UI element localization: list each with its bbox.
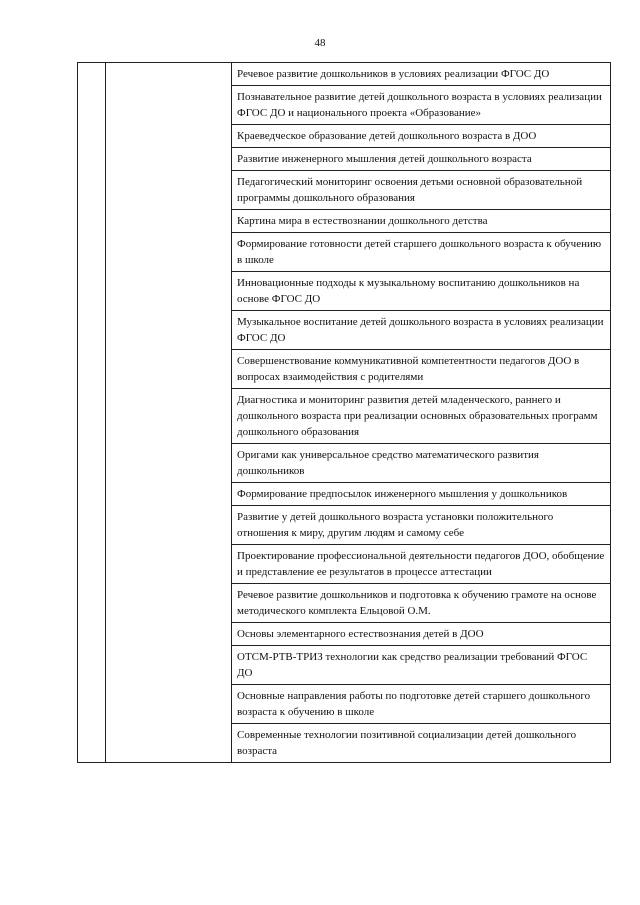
course-title-cell: Педагогический мониторинг освоения детьми основной образовательной программы дошкольного образования — [232, 171, 611, 210]
course-title-cell: Развитие инженерного мышления детей дошкольного возраста — [232, 148, 611, 171]
course-title-cell: Речевое развитие дошкольников в условиях реализации ФГОС ДО — [232, 63, 611, 86]
page-number: 48 — [314, 37, 326, 49]
course-title-cell: Диагностика и мониторинг развития детей младенческого, раннего и дошкольного возраста при реализации основных образовательных программ дошкольного образования — [232, 389, 611, 444]
course-title-cell: Основные направления работы по подготовке детей старшего дошкольного возраста к обучению в школе — [232, 685, 611, 724]
course-title-cell: Современные технологии позитивной социализации детей дошкольного возраста — [232, 724, 611, 763]
course-title-cell: Картина мира в естествознании дошкольного детства — [232, 210, 611, 233]
number-column-cell — [78, 63, 106, 763]
table-row — [78, 63, 611, 86]
course-title-cell: Совершенствование коммуникативной компетентности педагогов ДОО в вопросах взаимодействия с родителями — [232, 350, 611, 389]
course-table — [77, 62, 611, 763]
course-title-cell: Проектирование профессиональной деятельности педагогов ДОО, обобщение и представление ее результатов в процессе аттестации — [232, 545, 611, 584]
course-title-cell: Речевое развитие дошкольников и подготовка к обучению грамоте на основе методического комплекта Ельцовой О.М. — [232, 584, 611, 623]
course-title-cell: Основы элементарного естествознания детей в ДОО — [232, 623, 611, 646]
course-title-cell: Музыкальное воспитание детей дошкольного возраста в условиях реализации ФГОС ДО — [232, 311, 611, 350]
course-title-cell: Оригами как универсальное средство математического развития дошкольников — [232, 444, 611, 483]
course-title-cell: Краеведческое образование детей дошкольного возраста в ДОО — [232, 125, 611, 148]
course-title-cell: Формирование предпосылок инженерного мышления у дошкольников — [232, 483, 611, 506]
course-table-body — [78, 63, 611, 763]
course-title-cell: Инновационные подходы к музыкальному воспитанию дошкольников на основе ФГОС ДО — [232, 272, 611, 311]
course-title-cell: Познавательное развитие детей дошкольного возраста в условиях реализации ФГОС ДО и национального проекта «Образование» — [232, 86, 611, 125]
course-title-cell: ОТСМ-РТВ-ТРИЗ технологии как средство реализации требований ФГОС ДО — [232, 646, 611, 685]
course-title-cell: Формирование готовности детей старшего дошкольного возраста к обучению в школе — [232, 233, 611, 272]
course-title-cell: Развитие у детей дошкольного возраста установки положительного отношения к миру, другим людям и самому себе — [232, 506, 611, 545]
name-column-cell — [106, 63, 232, 763]
